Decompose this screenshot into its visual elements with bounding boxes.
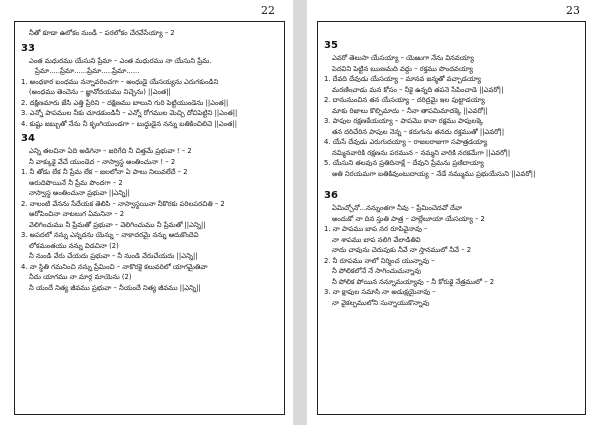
song-34-intro-2: నీ వాక్కుకై వేచే యుండెద – నాస్వాస్థ అంతించునా ! – 2 — [29, 157, 176, 166]
page-frame-right — [317, 21, 586, 415]
song-number-35: 35 — [324, 40, 338, 51]
song-34-verse-4a: 4. నా స్థితి గమనించి నన్ను ప్రేమించి – నాకొరకై కలువరిలో యాగమైతివా — [21, 262, 208, 271]
song-33-verse-2: 2. దక్షిణమారు జేసి ఎత్తి ప్రేరిని – దక్షిణము బాలుని గురి పెట్టియుండెను ||ఎంత|| — [21, 98, 229, 107]
page-frame-left — [14, 21, 285, 415]
song-33-verse-4: 4. కుష్టు జబ్బుతో నేను నీ కృంగియుండగా – బుద్ధుడైన నన్ను బతికించిలిచె ||ఎంత|| — [21, 119, 238, 128]
song-36-verse-2a: 2. నీ రూపము నాలో నిర్మించ యున్నావు – — [324, 256, 435, 265]
song-36-verse-3b: నా వైకల్పములోని సున్నాయుకొన్నావు — [332, 298, 430, 307]
left-page — [0, 0, 293, 425]
song-33-verse-3: 3. ఎన్నో పాపముల నీకు చూడకుండినీ – ఎన్నో రోగముల మెచ్చి దోచిపెట్టిని ||ఎంత|| — [21, 109, 238, 117]
song-36-verse-3a: 3. నా క్షాపుల సమాసి నా అడుక్షయైనావు – — [324, 288, 436, 296]
song-35-verse-3b: తన దరిచేరిన పాపుల నెన్న – కరుగును తనదు రక్తముతో ||ఎవరో|| — [332, 127, 505, 136]
top-line: నీతో కూడా ఉలోకం నుండీ – పరలోకం చేరవేసేయ్యా – 2 — [29, 29, 175, 37]
song-35-intro-1: ఎవరో తెలుసా యేసయ్యా – యెఱుగా నేను వినవయ్యా — [332, 54, 474, 62]
song-34-verse-3b: లోకమంతయు నన్ను విడచినా (2) — [29, 241, 119, 250]
song-number-34: 34 — [21, 133, 35, 144]
song-34-verse-3c: నీ నుండి వేరు చేయదు ప్రభువా – నీ నుండి వేరుచేయదు ||ఎన్ని|| — [29, 252, 198, 260]
song-35-verse-2b: మాకు రిజాలు కొల్పిమాదు – నీనా తాపమిమాదక్కె ||ఎవరో|| — [332, 106, 488, 115]
song-33-intro-1: ఎంత మధురము యేసుని ప్రేమా – ఎంత మధురము నా యేసుని ప్రేమ. — [29, 56, 212, 65]
song-35-verse-5b: అతి నిరయమగా బతికివుంటుదాయ్య – నేడే నమ్ముము ప్రభుయేసుని ||ఎవరో|| — [332, 169, 536, 178]
song-33-verse-1a: 1. అంధకార బంధము నన్నావరించగా – అంధుడై యేసయ్యను ఎరుగకుండిని — [21, 77, 219, 86]
song-35-verse-1a: 1. దేవది దేవుడు యేసయ్యా – మానవ జన్మతో వచ్చాడయ్యా — [324, 75, 481, 83]
song-33-intro-2: ప్రేమా.....ప్రేమా......ప్రేమా.....ప్రేమా...... — [35, 67, 140, 75]
song-35-verse-4b: నమ్మినవారికి రక్షణను పరమున – నమ్మని వారికి నరకమేగా ||ఎవరో|| — [332, 148, 511, 157]
song-34-intro-1: ఎన్ని తలచినా ఏది అడిగినా – జరిగేది నీ చిత్తమే ప్రభువా ! – 2 — [29, 147, 192, 155]
right-page — [307, 0, 600, 425]
song-36-verse-1a: 1. నా పాపము బాప నర రూపివైనావు – — [324, 225, 428, 233]
song-34-verse-4c: నీ యందే నిత్య జీవము ప్రభువా – నీయందే నిత్య జీవము ||ఎన్ని|| — [29, 283, 201, 292]
song-35-intro-2: పెదవిని పెట్టిన ఋణమది వద్దు – రక్తము పొందవయ్యా — [332, 64, 473, 73]
song-34-verse-1c: నాస్వాస్థ అంతించునా ప్రభువా ||ఎన్ని|| — [29, 189, 130, 197]
song-35-verse-3a: 3. పాపుల రక్షణకేయయ్యా – పాపమొ కానా రక్షము పాపులక్కె — [324, 117, 484, 125]
song-35-verse-1b: మరణించాడు మన కోసం – నీకై ఉన్నది తపనె సేపించాడె ||ఎవరో|| — [332, 85, 504, 94]
song-34-verse-2c: వెలిగించుము నీ ప్రేమతో ప్రభువా – వెలిగించుము నీ ప్రేమతో ||ఎన్ని|| — [29, 220, 206, 229]
song-36-verse-1c: నాదు చావును చెరుపుకు నీవే నా స్తానములో నీవే – 2 — [332, 246, 472, 254]
song-36-verse-1b: నా శాపము బాప నలిగి వేలాడితివి — [332, 235, 421, 244]
page-number-left: 22 — [261, 4, 275, 17]
song-number-33: 33 — [21, 42, 35, 54]
song-36-verse-2b: నీ పోలికలోనే నే సాగించుచున్నావు — [332, 267, 422, 275]
song-35-verse-2a: 2. దానునుంచిన తన యేసయ్యా – దరిద్రమై ఇల పుట్టాడయ్యా — [324, 96, 485, 104]
song-number-36: 36 — [324, 190, 338, 201]
song-34-verse-2a: 2. నాలంటి వేనను సేదేయక తెలిసి – నాస్వాస్థయినా నీకొరకు పరిలపరచితి – 2 — [21, 199, 225, 208]
song-33-verse-1b: (అంధము తెంచెను – జ్ఞానోదయము నిచ్చెను) ||ఎంత|| — [29, 88, 171, 96]
song-34-verse-4b: నీదు యాగము నా మార్గ మాయెను (2) — [29, 273, 132, 281]
song-36-intro-1: ఏమిచ్చోనో...నన్నుంతగా నీవు – ప్రేమించెదవో దేవా — [332, 204, 463, 212]
page-content-left — [21, 28, 280, 293]
song-34-verse-2b: అరోపించినా నాటలుగ ఏమనినా – 2 — [29, 210, 125, 218]
page-number-right: 23 — [566, 4, 580, 17]
song-36-verse-2c: నీ పోలిక పోయిన నన్నూమయ్యావు – నీ కోరుకై నేత్రములో – 2 — [332, 277, 495, 286]
song-34-verse-3a: 3. అపదలో నన్ను ఎన్నదను యెన్ను – నాకాదరమై నన్ను ఆదుకొందెవి — [21, 231, 199, 239]
song-35-verse-4a: 4. యేసే దేవుడు ఎరుగుదయ్యా – రాజలరాజుగా సపాత్రడయ్యా — [324, 138, 488, 146]
song-34-verse-1a: 1. నీ తోడు లేక నీ ప్రేమ లేక – జలలోనా ఏ పాలు నిలువలేదే – 2 — [21, 168, 188, 176]
page-content-right — [324, 36, 581, 308]
song-36-intro-2: అందుకో నా దిన స్తుతి పాత్ర – హల్లేలూయా యేసయ్యా – 2 — [332, 214, 485, 223]
song-34-verse-1b: అరుదిపొయినే నీ ప్రేమ పొందగా – 2 — [29, 178, 123, 187]
song-35-verse-5a: 5. యేసుని తలవున ప్రతిదినాక్షే – దేవుని ప్రేమను ప్రణిదాయ్యా — [324, 159, 484, 167]
